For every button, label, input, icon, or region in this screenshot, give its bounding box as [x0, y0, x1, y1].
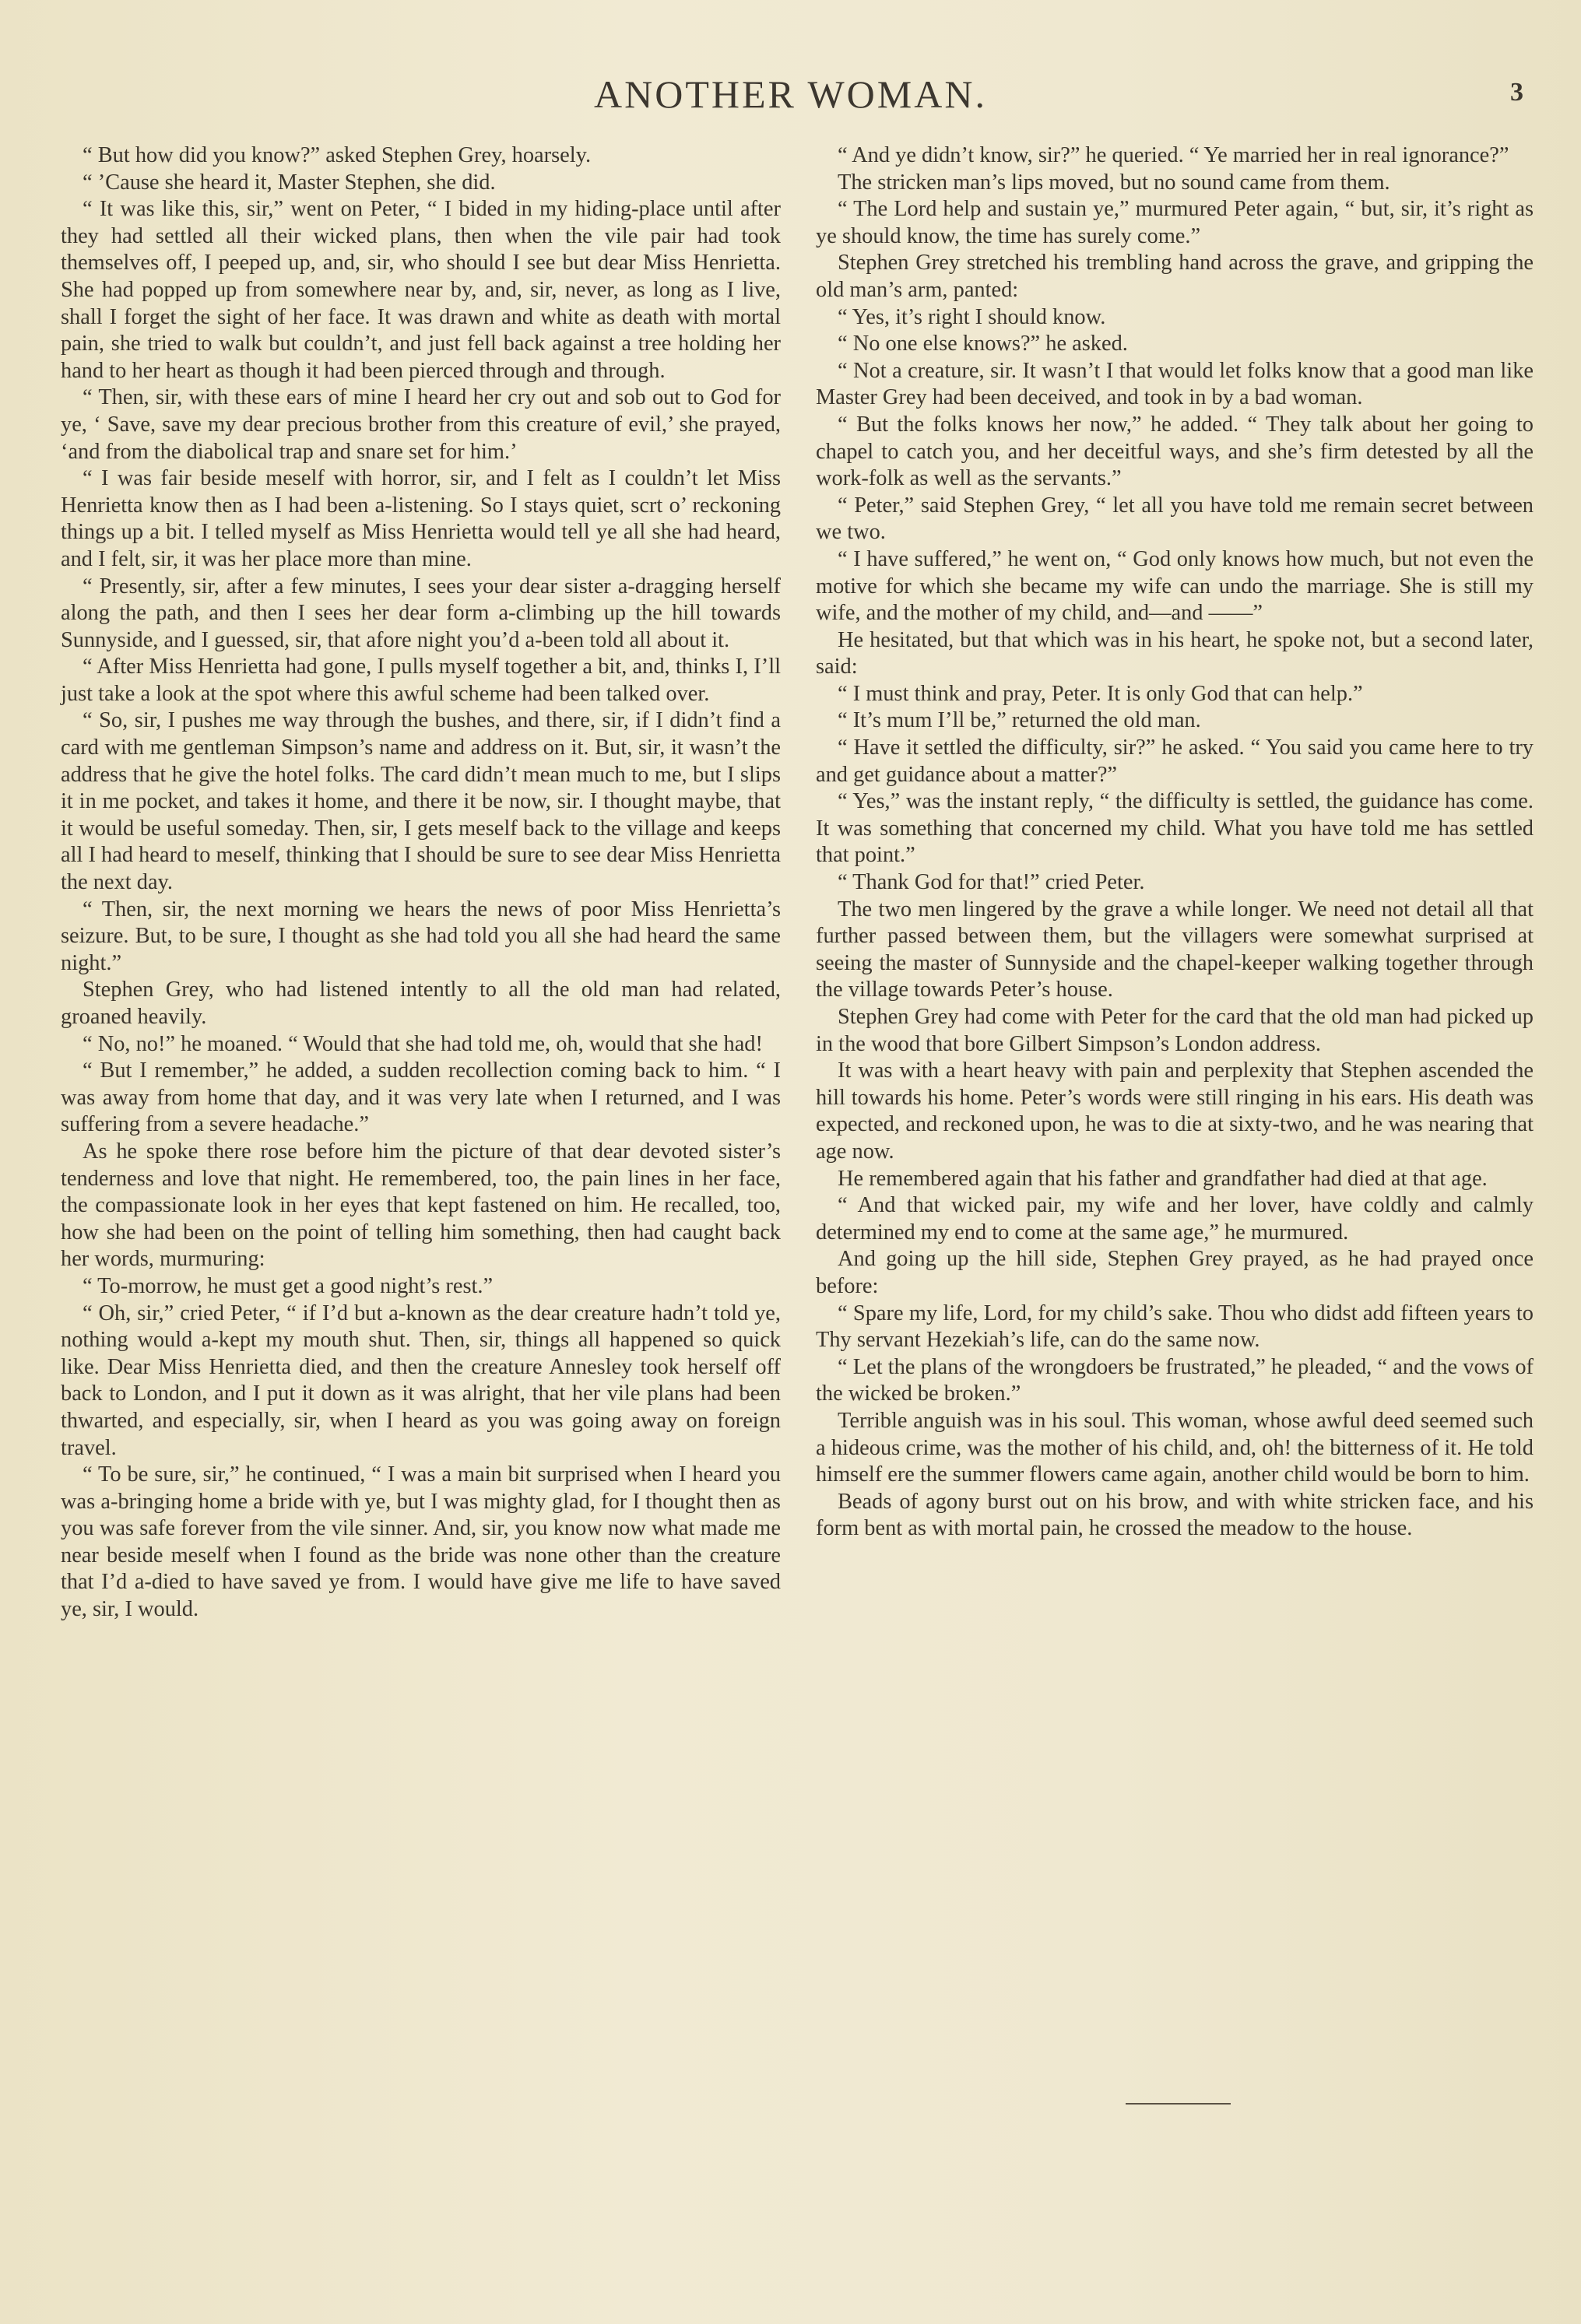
paragraph: He hesitated, but that which was in his heart, he spoke not, but a second later, said:	[816, 627, 1534, 679]
paragraph: “ After Miss Henrietta had gone, I pulls myself together a bit, and, thinks I, I’ll just take a look at the spot where this awful scheme had been talked over.	[61, 655, 781, 706]
paragraph: “ Yes, it’s right I should know.	[838, 304, 1106, 329]
paragraph: “ The Lord help and sustain ye,” murmured Peter again, “ but, sir, it’s right as ye should know, the time has surely come.”	[816, 197, 1534, 248]
paragraph: Stephen Grey stretched his trembling hand across the grave, and gripping the old man’s arm, panted:	[816, 251, 1534, 302]
section-end-rule	[1126, 2103, 1231, 2105]
paragraph: “ I have suffered,” he went on, “ God only knows how much, but not even the motive for which she became my wife can undo the marriage. She is still my wife, and the mother of my child, and—and ——”	[816, 546, 1534, 626]
paragraph: Stephen Grey, who had listened intently to all the old man had related, groaned heavily.	[61, 978, 781, 1029]
paragraph: “ It was like this, sir,” went on Peter, “ I bided in my hiding-place until after they had settled all their wicked plans, then when the vile pair had took themselves off, I peeped up, and, sir, who should I see but dear Miss Henrietta. She had popped up from somewhere near by, and, sir, never, as long as I live, shall I forget the sight of her face. It was drawn and white as death with mortal pain, she tried to walk but couldn’t, and just fell back against a tree holding her hand to her heart as though it had been pierced through and through.	[61, 197, 781, 383]
paragraph: Stephen Grey had come with Peter for the card that the old man had picked up in the wood that bore Gilbert Simpson’s London address.	[816, 1005, 1534, 1056]
paragraph: “ So, sir, I pushes me way through the bushes, and there, sir, if I didn’t find a card with me gentleman Simpson’s name and address on it. But, sir, it wasn’t the address that he give the hotel folks. The card didn’t mean much to me, but I slips it in me pocket, and takes it home, and there it be now, sir. I thought maybe, that it would be useful someday. Then, sir, I gets meself back to the village and keeps all I had heard to meself, thinking that I should be sure to see dear Miss Henrietta the next day.	[61, 708, 781, 895]
paragraph: “ Then, sir, the next morning we hears the news of poor Miss Henrietta’s seizure. But, to be sure, I thought as she had told you all she had heard the same night.”	[61, 897, 781, 975]
paragraph: “ Have it settled the difficulty, sir?” he asked. “ You said you came here to try and get guidance about a matter?”	[816, 735, 1534, 787]
paragraph: The stricken man’s lips moved, but no sound came from them.	[838, 170, 1390, 195]
paragraph: He remembered again that his father and grandfather had died at that age.	[838, 1166, 1488, 1191]
paragraph: “ No, no!” he moaned. “ Would that she had told me, oh, would that she had!	[83, 1031, 763, 1056]
paragraph: “ I was fair beside meself with horror, sir, and I felt as I couldn’t let Miss Henrietta know then as I had been a-listening. So I stays quiet, scrt o’ reckoning things up a bit. I telled myself as Miss Henrietta would tell ye all she had heard, and I felt, sir, it was her place more than mine.	[61, 466, 781, 571]
paragraph: “ Peter,” said Stephen Grey, “ let all you have told me remain secret between we two.	[816, 493, 1534, 545]
paragraph: As he spoke there rose before him the picture of that dear devoted sister’s tenderness and love that night. He remembered, too, the pain lines in her face, the compassionate look in her eyes that kept fastened on him. He recalled, too, how she had been on the point of telling him something, then had caught back her words, murmuring:	[61, 1139, 781, 1272]
paragraph: “ But I remember,” he added, a sudden recollection coming back to him. “ I was away from home that day, and it was very late when I returned, and I was suffering from a severe headache.”	[61, 1058, 781, 1137]
running-title: ANOTHER WOMAN.	[594, 72, 987, 116]
paragraph: “ Spare my life, Lord, for my child’s sake. Thou who didst add fifteen years to Thy servant Hezekiah’s life, can do the same now.	[816, 1301, 1534, 1353]
paragraph: “ And that wicked pair, my wife and her lover, have coldly and calmly determined my end to come at the same age,” he murmured.	[816, 1193, 1534, 1244]
paragraph: The two men lingered by the grave a while longer. We need not detail all that further passed between them, but the villagers were somewhat surprised at seeing the master of Sunnyside and the chapel-keeper walking together through the village towards Peter’s house.	[816, 897, 1534, 1002]
paragraph: And going up the hill side, Stephen Grey prayed, as he had prayed once before:	[816, 1247, 1534, 1298]
paragraph: Beads of agony burst out on his brow, and with white stricken face, and his form bent as with mortal pain, he crossed the meadow to the house.	[816, 1489, 1534, 1541]
paragraph: “ Not a creature, sir. It wasn’t I that would let folks know that a good man like Master Grey had been deceived, and took in by a bad woman.	[816, 358, 1534, 410]
paragraph: “ But how did you know?” asked Stephen Grey, hoarsely.	[83, 143, 592, 167]
paragraph: “ Presently, sir, after a few minutes, I sees your dear sister a-dragging herself along the path, and then I sees her dear form a-climbing up the hill towards Sunnyside, and I guessed, sir, that afore night you’d a-been told all about it.	[61, 574, 781, 652]
paragraph: Terrible anguish was in his soul. This woman, whose awful deed seemed such a hideous crime, was the mother of his child, and, oh! the bitterness of it. He told himself ere the summer flowers came again, another child would be born to him.	[816, 1408, 1534, 1487]
page-number: 3	[1510, 78, 1523, 107]
paragraph: “ But the folks knows her now,” he added. “ They talk about her going to chapel to catch you, and her deceitful ways, and she’s firm detested by all the work-folk as well as the servants.”	[816, 412, 1534, 491]
left-column	[61, 142, 781, 1624]
paragraph: “ To be sure, sir,” he continued, “ I was a main bit surprised when I heard you was a-bringing home a bride with ye, but I was mighty glad, for I thought then as you was safe forever from the vile sinner. And, sir, you know now what made me near beside meself when I found as the bride was none other than the creature that I’d a-died to have saved ye from. I would have give me life to have saved ye, sir, I would.	[61, 1462, 781, 1622]
paragraph: “ It’s mum I’ll be,” returned the old man.	[838, 708, 1201, 733]
paragraph: “ And ye didn’t know, sir?” he queried. “ Ye married her in real ignorance?”	[838, 143, 1509, 167]
paragraph: “ Let the plans of the wrongdoers be frustrated,” he pleaded, “ and the vows of the wicked be broken.”	[816, 1354, 1534, 1406]
paragraph: “ To-morrow, he must get a good night’s rest.”	[83, 1273, 494, 1298]
paragraph: “ Yes,” was the instant reply, “ the difficulty is settled, the guidance has come. It was something that concerned my child. What you have told me has settled that point.”	[816, 789, 1534, 868]
paragraph: “ Thank God for that!” cried Peter.	[838, 870, 1145, 895]
right-column	[816, 142, 1534, 1543]
paragraph: “ No one else knows?” he asked.	[838, 332, 1128, 356]
paragraph: “ Oh, sir,” cried Peter, “ if I’d but a-known as the dear creature hadn’t told ye, nothing would a-kept my mouth shut. Then, sir, things all happened so quick like. Dear Miss Henrietta died, and then the creature Annesley took herself off back to London, and I put it down as it was alright, that her vile plans had been thwarted, and especially, sir, when I heard as you was going away on foreign travel.	[61, 1301, 781, 1460]
paragraph: “ Then, sir, with these ears of mine I heard her cry out and sob out to God for ye, ‘ Save, save my dear precious brother from this creature of evil,’ she prayed, ‘and from the diabolical trap and snare set for him.’	[61, 385, 781, 464]
paragraph: It was with a heart heavy with pain and perplexity that Stephen ascended the hill towards his home. Peter’s words were still ringing in his ears. His death was expected, and reckoned upon, he was to die at sixty-two, and he was nearing that age now.	[816, 1058, 1534, 1164]
paragraph: “ I must think and pray, Peter. It is only God that can help.”	[838, 681, 1363, 706]
paragraph: “ ’Cause she heard it, Master Stephen, she did.	[83, 170, 496, 195]
